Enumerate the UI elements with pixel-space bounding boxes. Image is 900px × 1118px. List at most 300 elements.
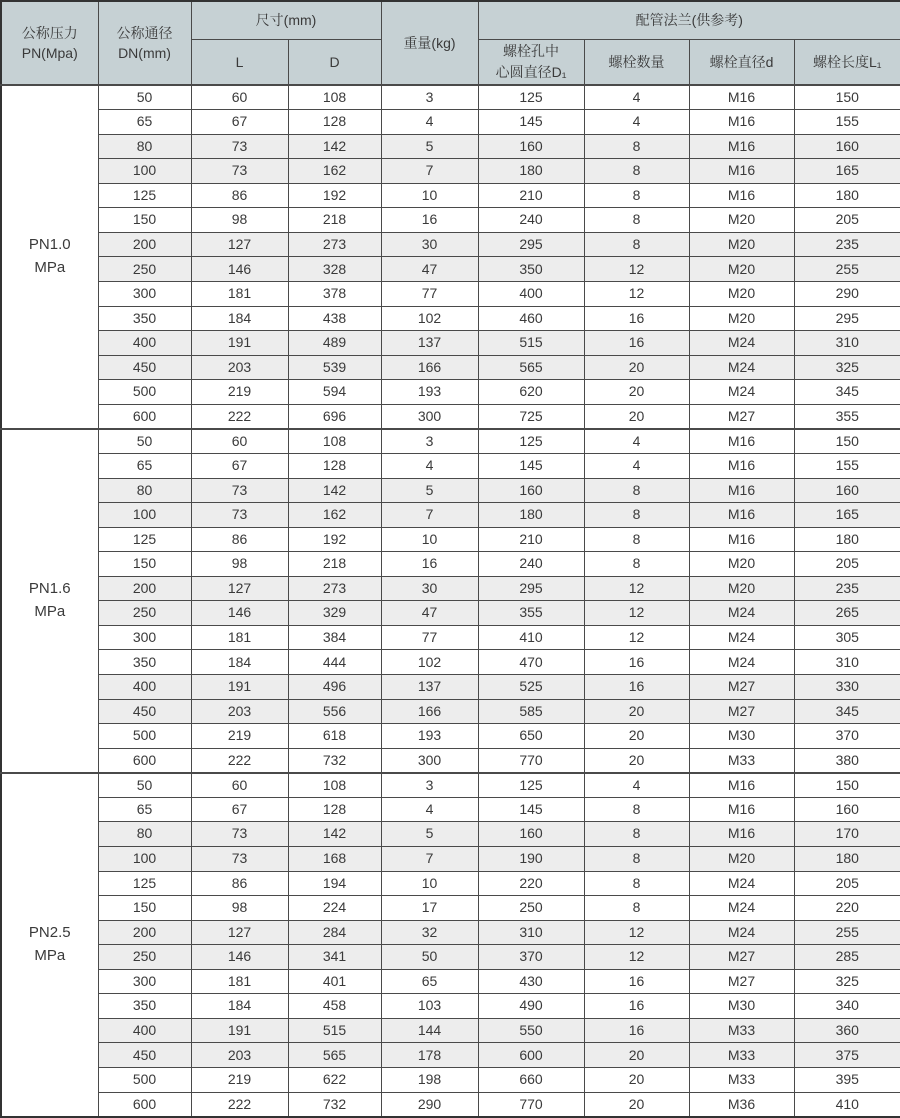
cell-bolt-circle: 620 [478, 380, 584, 405]
cell-weight: 17 [381, 896, 478, 921]
cell-bolt-length: 235 [794, 576, 900, 601]
cell-d: 273 [288, 232, 381, 257]
cell-bolt-length: 410 [794, 1092, 900, 1117]
cell-bolt-length: 160 [794, 797, 900, 822]
cell-bolt-length: 150 [794, 429, 900, 454]
cell-dn: 600 [98, 404, 191, 429]
cell-bolt-count: 8 [584, 896, 689, 921]
cell-bolt-circle: 145 [478, 797, 584, 822]
cell-bolt-circle: 160 [478, 822, 584, 847]
cell-weight: 47 [381, 601, 478, 626]
cell-bolt-length: 360 [794, 1018, 900, 1043]
cell-d: 194 [288, 871, 381, 896]
table-row [1, 601, 900, 626]
cell-bolt-diameter: M27 [689, 675, 794, 700]
cell-l: 222 [191, 1092, 288, 1117]
cell-bolt-circle: 515 [478, 331, 584, 356]
table-row [1, 699, 900, 724]
cell-bolt-diameter: M16 [689, 183, 794, 208]
cell-bolt-circle: 240 [478, 208, 584, 233]
table-row [1, 478, 900, 503]
cell-l: 73 [191, 134, 288, 159]
cell-bolt-count: 16 [584, 994, 689, 1019]
cell-l: 219 [191, 380, 288, 405]
cell-weight: 32 [381, 920, 478, 945]
cell-weight: 198 [381, 1068, 478, 1093]
cell-weight: 5 [381, 822, 478, 847]
cell-l: 222 [191, 404, 288, 429]
cell-bolt-count: 8 [584, 208, 689, 233]
cell-bolt-circle: 190 [478, 846, 584, 871]
cell-d: 622 [288, 1068, 381, 1093]
table-row [1, 1043, 900, 1068]
cell-bolt-count: 20 [584, 699, 689, 724]
cell-bolt-count: 12 [584, 920, 689, 945]
table-row [1, 1092, 900, 1117]
cell-bolt-diameter: M16 [689, 159, 794, 184]
cell-dn: 80 [98, 478, 191, 503]
cell-l: 191 [191, 1018, 288, 1043]
cell-d: 108 [288, 85, 381, 110]
cell-dn: 500 [98, 1068, 191, 1093]
cell-bolt-diameter: M36 [689, 1092, 794, 1117]
cell-d: 401 [288, 969, 381, 994]
cell-weight: 3 [381, 429, 478, 454]
cell-bolt-diameter: M27 [689, 699, 794, 724]
cell-bolt-count: 8 [584, 503, 689, 528]
cell-weight: 4 [381, 453, 478, 478]
cell-bolt-count: 20 [584, 404, 689, 429]
cell-weight: 102 [381, 650, 478, 675]
cell-dn: 300 [98, 969, 191, 994]
cell-dn: 300 [98, 625, 191, 650]
cell-bolt-circle: 160 [478, 134, 584, 159]
cell-bolt-length: 265 [794, 601, 900, 626]
cell-dn: 100 [98, 846, 191, 871]
cell-weight: 16 [381, 208, 478, 233]
cell-bolt-count: 8 [584, 822, 689, 847]
cell-bolt-circle: 355 [478, 601, 584, 626]
cell-bolt-diameter: M24 [689, 650, 794, 675]
cell-bolt-count: 16 [584, 675, 689, 700]
cell-d: 438 [288, 306, 381, 331]
table-row [1, 429, 900, 454]
col-header-diameter: 公称通径 DN(mm) [98, 1, 191, 85]
table-row [1, 797, 900, 822]
cell-bolt-circle: 145 [478, 110, 584, 135]
cell-dn: 100 [98, 503, 191, 528]
table-row [1, 920, 900, 945]
cell-bolt-circle: 210 [478, 527, 584, 552]
table-row [1, 1068, 900, 1093]
cell-weight: 7 [381, 159, 478, 184]
cell-l: 184 [191, 650, 288, 675]
table-header [1, 1, 900, 85]
cell-dn: 50 [98, 429, 191, 454]
cell-l: 73 [191, 846, 288, 871]
cell-bolt-count: 4 [584, 85, 689, 110]
cell-bolt-length: 295 [794, 306, 900, 331]
cell-dn: 300 [98, 282, 191, 307]
cell-l: 98 [191, 208, 288, 233]
cell-weight: 5 [381, 478, 478, 503]
cell-l: 98 [191, 552, 288, 577]
cell-bolt-count: 20 [584, 1068, 689, 1093]
cell-bolt-diameter: M16 [689, 110, 794, 135]
cell-d: 128 [288, 110, 381, 135]
cell-l: 181 [191, 625, 288, 650]
col-header-bolt-count: 螺栓数量 [584, 39, 689, 85]
cell-bolt-diameter: M16 [689, 797, 794, 822]
cell-l: 127 [191, 576, 288, 601]
cell-bolt-length: 310 [794, 331, 900, 356]
cell-l: 203 [191, 1043, 288, 1068]
table-row [1, 355, 900, 380]
cell-bolt-diameter: M30 [689, 994, 794, 1019]
cell-weight: 4 [381, 110, 478, 135]
cell-bolt-count: 12 [584, 625, 689, 650]
cell-d: 142 [288, 822, 381, 847]
pressure-group-label: PN1.6 MPa [1, 429, 98, 773]
table-row [1, 822, 900, 847]
cell-bolt-length: 205 [794, 208, 900, 233]
cell-d: 162 [288, 503, 381, 528]
cell-bolt-diameter: M16 [689, 134, 794, 159]
table-row [1, 748, 900, 773]
cell-bolt-length: 165 [794, 503, 900, 528]
cell-bolt-circle: 125 [478, 773, 584, 798]
cell-bolt-circle: 220 [478, 871, 584, 896]
cell-dn: 125 [98, 183, 191, 208]
cell-l: 127 [191, 920, 288, 945]
cell-weight: 77 [381, 282, 478, 307]
cell-weight: 77 [381, 625, 478, 650]
cell-bolt-diameter: M27 [689, 945, 794, 970]
cell-bolt-length: 155 [794, 110, 900, 135]
cell-bolt-length: 235 [794, 232, 900, 257]
cell-bolt-circle: 400 [478, 282, 584, 307]
table-row [1, 453, 900, 478]
cell-d: 224 [288, 896, 381, 921]
cell-bolt-diameter: M20 [689, 576, 794, 601]
cell-bolt-length: 345 [794, 380, 900, 405]
cell-l: 98 [191, 896, 288, 921]
cell-bolt-diameter: M30 [689, 724, 794, 749]
cell-dn: 250 [98, 601, 191, 626]
cell-l: 86 [191, 527, 288, 552]
cell-bolt-length: 340 [794, 994, 900, 1019]
cell-bolt-count: 16 [584, 650, 689, 675]
cell-dn: 200 [98, 232, 191, 257]
table-row [1, 208, 900, 233]
cell-bolt-count: 8 [584, 232, 689, 257]
cell-bolt-count: 20 [584, 724, 689, 749]
cell-d: 218 [288, 208, 381, 233]
cell-weight: 4 [381, 797, 478, 822]
table-row [1, 576, 900, 601]
cell-bolt-count: 4 [584, 110, 689, 135]
cell-weight: 10 [381, 527, 478, 552]
cell-bolt-circle: 550 [478, 1018, 584, 1043]
cell-bolt-count: 20 [584, 1092, 689, 1117]
cell-bolt-count: 12 [584, 282, 689, 307]
cell-weight: 5 [381, 134, 478, 159]
cell-weight: 166 [381, 699, 478, 724]
cell-weight: 50 [381, 945, 478, 970]
cell-bolt-circle: 295 [478, 576, 584, 601]
cell-dn: 65 [98, 797, 191, 822]
table-row [1, 503, 900, 528]
cell-bolt-count: 8 [584, 183, 689, 208]
table-row [1, 945, 900, 970]
cell-l: 146 [191, 257, 288, 282]
cell-bolt-diameter: M16 [689, 478, 794, 503]
table-row [1, 159, 900, 184]
cell-l: 181 [191, 969, 288, 994]
cell-bolt-diameter: M27 [689, 404, 794, 429]
cell-weight: 16 [381, 552, 478, 577]
table-row [1, 110, 900, 135]
cell-bolt-circle: 650 [478, 724, 584, 749]
cell-weight: 137 [381, 675, 478, 700]
cell-weight: 137 [381, 331, 478, 356]
cell-dn: 50 [98, 773, 191, 798]
cell-dn: 250 [98, 945, 191, 970]
cell-d: 489 [288, 331, 381, 356]
cell-bolt-diameter: M24 [689, 355, 794, 380]
cell-bolt-diameter: M20 [689, 282, 794, 307]
cell-bolt-diameter: M16 [689, 527, 794, 552]
cell-dn: 100 [98, 159, 191, 184]
cell-bolt-count: 8 [584, 478, 689, 503]
cell-dn: 125 [98, 871, 191, 896]
cell-bolt-length: 150 [794, 773, 900, 798]
cell-bolt-circle: 525 [478, 675, 584, 700]
cell-l: 86 [191, 871, 288, 896]
cell-bolt-length: 165 [794, 159, 900, 184]
header-row-1 [1, 1, 900, 39]
table-row [1, 969, 900, 994]
table-row [1, 331, 900, 356]
cell-bolt-diameter: M24 [689, 601, 794, 626]
cell-l: 146 [191, 945, 288, 970]
cell-l: 184 [191, 306, 288, 331]
cell-l: 60 [191, 429, 288, 454]
cell-l: 219 [191, 1068, 288, 1093]
cell-l: 73 [191, 159, 288, 184]
cell-dn: 125 [98, 527, 191, 552]
cell-bolt-circle: 490 [478, 994, 584, 1019]
cell-bolt-length: 150 [794, 85, 900, 110]
col-group-size: 尺寸(mm) [191, 1, 381, 39]
cell-dn: 350 [98, 650, 191, 675]
col-header-L: L [191, 39, 288, 85]
cell-d: 162 [288, 159, 381, 184]
cell-bolt-diameter: M27 [689, 969, 794, 994]
cell-l: 222 [191, 748, 288, 773]
cell-bolt-diameter: M33 [689, 1043, 794, 1068]
cell-l: 60 [191, 85, 288, 110]
cell-weight: 10 [381, 183, 478, 208]
cell-bolt-length: 355 [794, 404, 900, 429]
cell-bolt-circle: 370 [478, 945, 584, 970]
cell-dn: 500 [98, 380, 191, 405]
cell-bolt-circle: 295 [478, 232, 584, 257]
table-row [1, 404, 900, 429]
table-row [1, 871, 900, 896]
cell-bolt-diameter: M20 [689, 552, 794, 577]
cell-d: 168 [288, 846, 381, 871]
cell-dn: 400 [98, 1018, 191, 1043]
cell-dn: 65 [98, 453, 191, 478]
cell-bolt-length: 330 [794, 675, 900, 700]
cell-l: 73 [191, 822, 288, 847]
cell-bolt-diameter: M16 [689, 85, 794, 110]
cell-weight: 300 [381, 748, 478, 773]
cell-bolt-diameter: M16 [689, 773, 794, 798]
cell-bolt-count: 12 [584, 601, 689, 626]
cell-bolt-length: 345 [794, 699, 900, 724]
cell-bolt-circle: 210 [478, 183, 584, 208]
cell-weight: 65 [381, 969, 478, 994]
cell-d: 539 [288, 355, 381, 380]
table-row [1, 773, 900, 798]
cell-bolt-diameter: M20 [689, 208, 794, 233]
col-header-D: D [288, 39, 381, 85]
cell-dn: 80 [98, 822, 191, 847]
cell-dn: 250 [98, 257, 191, 282]
col-group-flange: 配管法兰(供参考) [478, 1, 900, 39]
cell-bolt-length: 255 [794, 257, 900, 282]
cell-bolt-diameter: M16 [689, 429, 794, 454]
cell-d: 594 [288, 380, 381, 405]
cell-weight: 166 [381, 355, 478, 380]
cell-bolt-circle: 250 [478, 896, 584, 921]
cell-bolt-circle: 180 [478, 159, 584, 184]
cell-d: 556 [288, 699, 381, 724]
cell-bolt-diameter: M24 [689, 896, 794, 921]
cell-bolt-length: 155 [794, 453, 900, 478]
cell-l: 73 [191, 503, 288, 528]
cell-bolt-length: 285 [794, 945, 900, 970]
cell-dn: 400 [98, 331, 191, 356]
cell-dn: 150 [98, 552, 191, 577]
table-row [1, 552, 900, 577]
table-row [1, 625, 900, 650]
cell-bolt-length: 380 [794, 748, 900, 773]
cell-d: 384 [288, 625, 381, 650]
cell-bolt-length: 255 [794, 920, 900, 945]
cell-bolt-length: 205 [794, 552, 900, 577]
cell-bolt-count: 20 [584, 1043, 689, 1068]
cell-d: 458 [288, 994, 381, 1019]
col-header-pressure: 公称压力 PN(Mpa) [1, 1, 98, 85]
cell-bolt-length: 395 [794, 1068, 900, 1093]
col-header-weight: 重量(kg) [381, 1, 478, 85]
cell-d: 732 [288, 1092, 381, 1117]
cell-bolt-circle: 565 [478, 355, 584, 380]
cell-bolt-circle: 770 [478, 748, 584, 773]
cell-bolt-count: 8 [584, 871, 689, 896]
cell-d: 696 [288, 404, 381, 429]
cell-d: 128 [288, 797, 381, 822]
cell-bolt-diameter: M24 [689, 920, 794, 945]
cell-l: 67 [191, 110, 288, 135]
cell-bolt-count: 8 [584, 797, 689, 822]
cell-d: 128 [288, 453, 381, 478]
cell-bolt-circle: 660 [478, 1068, 584, 1093]
cell-l: 86 [191, 183, 288, 208]
cell-l: 184 [191, 994, 288, 1019]
cell-l: 60 [191, 773, 288, 798]
table-row [1, 257, 900, 282]
cell-bolt-circle: 770 [478, 1092, 584, 1117]
cell-weight: 3 [381, 773, 478, 798]
table-row [1, 380, 900, 405]
cell-l: 73 [191, 478, 288, 503]
cell-weight: 10 [381, 871, 478, 896]
cell-bolt-length: 160 [794, 134, 900, 159]
cell-bolt-length: 205 [794, 871, 900, 896]
cell-weight: 30 [381, 576, 478, 601]
table-row [1, 724, 900, 749]
cell-bolt-diameter: M24 [689, 331, 794, 356]
cell-weight: 103 [381, 994, 478, 1019]
table-row [1, 675, 900, 700]
cell-bolt-diameter: M20 [689, 846, 794, 871]
cell-dn: 50 [98, 85, 191, 110]
cell-bolt-circle: 160 [478, 478, 584, 503]
cell-bolt-length: 325 [794, 355, 900, 380]
cell-d: 328 [288, 257, 381, 282]
table-row [1, 1018, 900, 1043]
cell-bolt-count: 12 [584, 945, 689, 970]
cell-l: 67 [191, 797, 288, 822]
cell-dn: 150 [98, 208, 191, 233]
table-row [1, 183, 900, 208]
cell-bolt-diameter: M33 [689, 1018, 794, 1043]
cell-bolt-circle: 725 [478, 404, 584, 429]
cell-bolt-count: 16 [584, 331, 689, 356]
cell-bolt-diameter: M16 [689, 453, 794, 478]
cell-bolt-diameter: M33 [689, 1068, 794, 1093]
cell-bolt-circle: 310 [478, 920, 584, 945]
cell-dn: 200 [98, 576, 191, 601]
cell-weight: 144 [381, 1018, 478, 1043]
cell-l: 203 [191, 699, 288, 724]
cell-d: 565 [288, 1043, 381, 1068]
cell-bolt-count: 20 [584, 748, 689, 773]
table-row [1, 232, 900, 257]
cell-bolt-circle: 470 [478, 650, 584, 675]
cell-d: 218 [288, 552, 381, 577]
cell-l: 203 [191, 355, 288, 380]
cell-dn: 600 [98, 1092, 191, 1117]
cell-weight: 30 [381, 232, 478, 257]
cell-weight: 7 [381, 503, 478, 528]
cell-bolt-diameter: M24 [689, 871, 794, 896]
cell-bolt-count: 8 [584, 134, 689, 159]
cell-dn: 80 [98, 134, 191, 159]
cell-l: 191 [191, 331, 288, 356]
cell-dn: 600 [98, 748, 191, 773]
pressure-group-label: PN2.5 MPa [1, 773, 98, 1117]
cell-dn: 150 [98, 896, 191, 921]
col-header-bolt-circle: 螺栓孔中 心圆直径D₁ [478, 39, 584, 85]
cell-weight: 193 [381, 380, 478, 405]
cell-weight: 102 [381, 306, 478, 331]
table-row [1, 282, 900, 307]
